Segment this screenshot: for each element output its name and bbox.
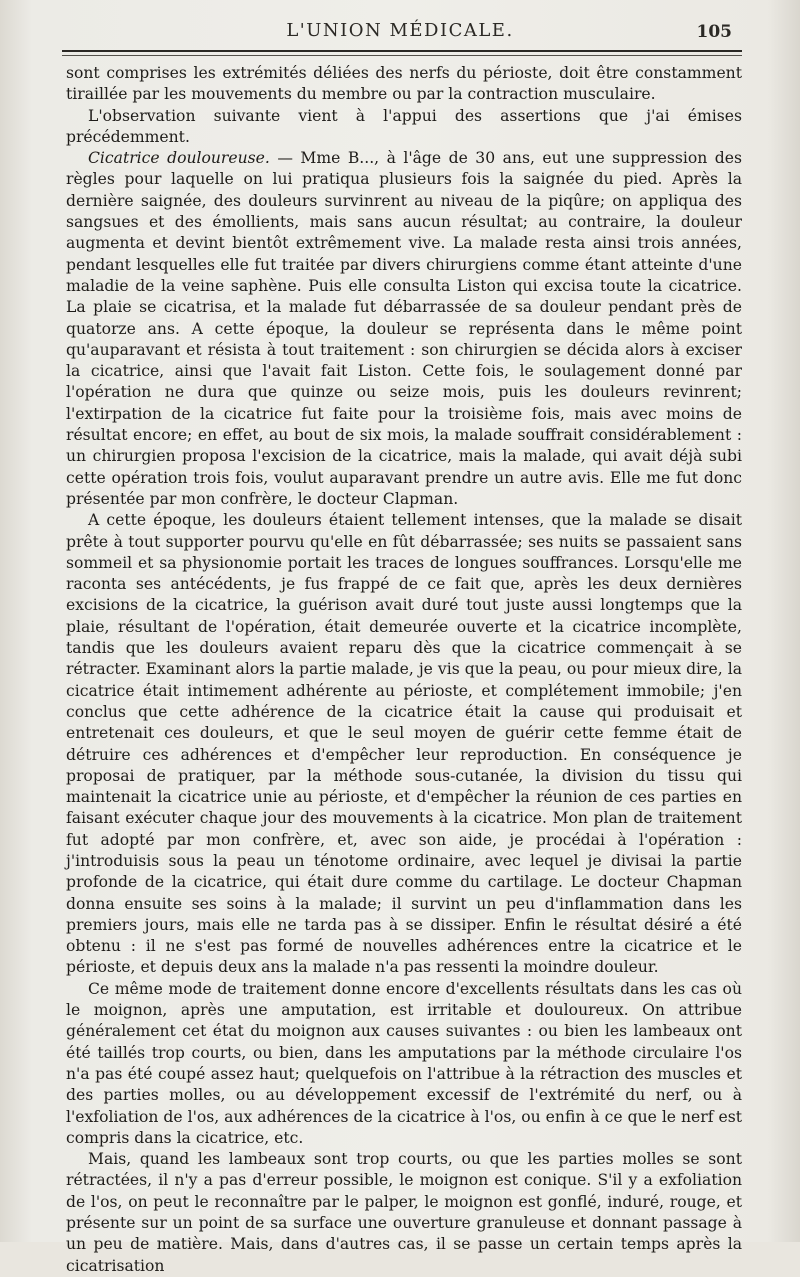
- article-body: [66, 63, 742, 1277]
- paragraph-stump: Ce même mode de traitement donne encore d'excellents résultats dans les cas où le moignon, après une amputation, est irritable et douloureux. On attribue généralement cet état du moignon aux causes suivantes : ou bien les lambeaux ont été taillés trop courts, ou bien, dans les amputations par la méthode circulaire l'os n'a pas été coupé assez haut; quelquefois on l'attribue à la rétraction des muscles et des parties molles, ou au développement excessif de l'extrémité du nerf, ou à l'exfoliation de l'os, aux adhérences de la cicatrice à l'os, ou enfin à ce que le nerf est compris dans la cicatrice, etc.: [66, 979, 742, 1147]
- header-rule: [62, 50, 742, 52]
- header-rule-thin: [62, 55, 742, 56]
- paragraph-observation-intro: L'observation suivante vient à l'appui des assertions que j'ai émises précédemment.: [66, 106, 742, 146]
- page-number: 105: [696, 22, 732, 42]
- running-title: L'UNION MÉDICALE.: [286, 20, 514, 41]
- case-text: — Mme B..., à l'âge de 30 ans, eut une suppression des règles pour laquelle on lui pratiqua plusieurs fois la saignée du pied. Après la dernière saignée, des douleurs survinrent au niveau de la piqûre; on appliqua des sangsues et des émollients, mais sans aucun résultat; au contraire, la douleur augmenta et devint bientôt extrêmement vive. La malade resta ainsi trois années, pendant lesquelles elle fut traitée par divers chirurgiens comme étant atteinte d'une maladie de la veine saphène. Puis elle consulta Liston qui excisa toute la cicatrice. La plaie se cicatrisa, et la malade fut débarrassée de sa douleur pendant près de quatorze ans. A cette époque, la douleur se représenta dans le même point qu'auparavant et résista à tout traitement : son chirurgien se décida alors à exciser la cicatrice, ainsi que l'avait fait Liston. Cette fois, le soulagement donné par l'opération ne dura que quinze ou seize mois, puis les douleurs revinrent; l'extirpation de la cicatrice fut faite pour la troisième fois, mais avec moins de résultat encore; en effet, au bout de six mois, la malade souffrait considérablement : un chirurgien proposa l'excision de la cicatrice, mais la malade, qui avait déjà subi cette opération trois fois, voulut auparavant prendre un autre avis. Elle me fut donc présentée par mon confrère, le docteur Clapman.: [66, 149, 742, 508]
- page-header: [0, 18, 800, 48]
- case-title: Cicatrice douloureuse.: [88, 149, 270, 168]
- paragraph-treatment: A cette époque, les douleurs étaient tellement intenses, que la malade se disait prête à tout supporter pourvu qu'elle en fût débarrassée; ses nuits se passaient sans sommeil et sa physionomie portait les traces de longues souffrances. Lorsqu'elle me raconta ses antécédents, je fus frappé de ce fait que, après les deux dernières excisions de la cicatrice, la guérison avait duré tout juste aussi longtemps que la plaie, résultant de l'opération, était demeurée ouverte et la cicatrice incomplète, tandis que les douleurs avaient reparu dès que la cicatrice commençait à se rétracter. Examinant alors la partie malade, je vis que la peau, ou pour mieux dire, la cicatrice était intimement adhérente au périoste, et complétement immobile; j'en conclus que cette adhérence de la cicatrice était la cause qui produisait et entretenait ces douleurs, et que le seul moyen de guérir cette femme était de détruire ces adhérences et d'empêcher leur reproduction. En conséquence je proposai de pratiquer, par la méthode sous-cutanée, la division du tissu qui maintenait la cicatrice unie au périoste, et d'empêcher la réunion de ces parties en faisant exécuter chaque jour des mouvements à la cicatrice. Mon plan de traitement fut adopté par mon confrère, et, avec son aide, je procédai à l'opération : j'introduisis sous la peau un ténotome ordinaire, avec lequel je divisai la partie profonde de la cicatrice, qui était dure comme du cartilage. Le docteur Chapman donna ensuite ses soins à la malade; il survint un peu d'inflammation dans les premiers jours, mais elle ne tarda pas à se dissiper. Enfin le résultat désiré a été obtenu : il ne s'est pas formé de nouvelles adhérences entre la cicatrice et le périoste, et depuis deux ans la malade n'a pas ressenti la moindre douleur.: [66, 511, 742, 977]
- paragraph-flaps: Mais, quand les lambeaux sont trop courts, ou que les parties molles se sont rétractées, il n'y a pas d'erreur possible, le moignon est conique. S'il y a exfoliation de l'os, on peut le reconnaître par le palper, le moignon est gonflé, induré, rouge, et présente sur un point de sa surface une ouverture granuleuse et donnant passage à un peu de matière. Mais, dans d'autres cas, il se passe un certain temps après la cicatrisation: [66, 1150, 742, 1275]
- paragraph-case: [66, 148, 742, 510]
- paragraph-continued: sont comprises les extrémités déliées des nerfs du périoste, doit être constamment tiraillée par les mouvements du membre ou par la contraction musculaire.: [66, 64, 742, 104]
